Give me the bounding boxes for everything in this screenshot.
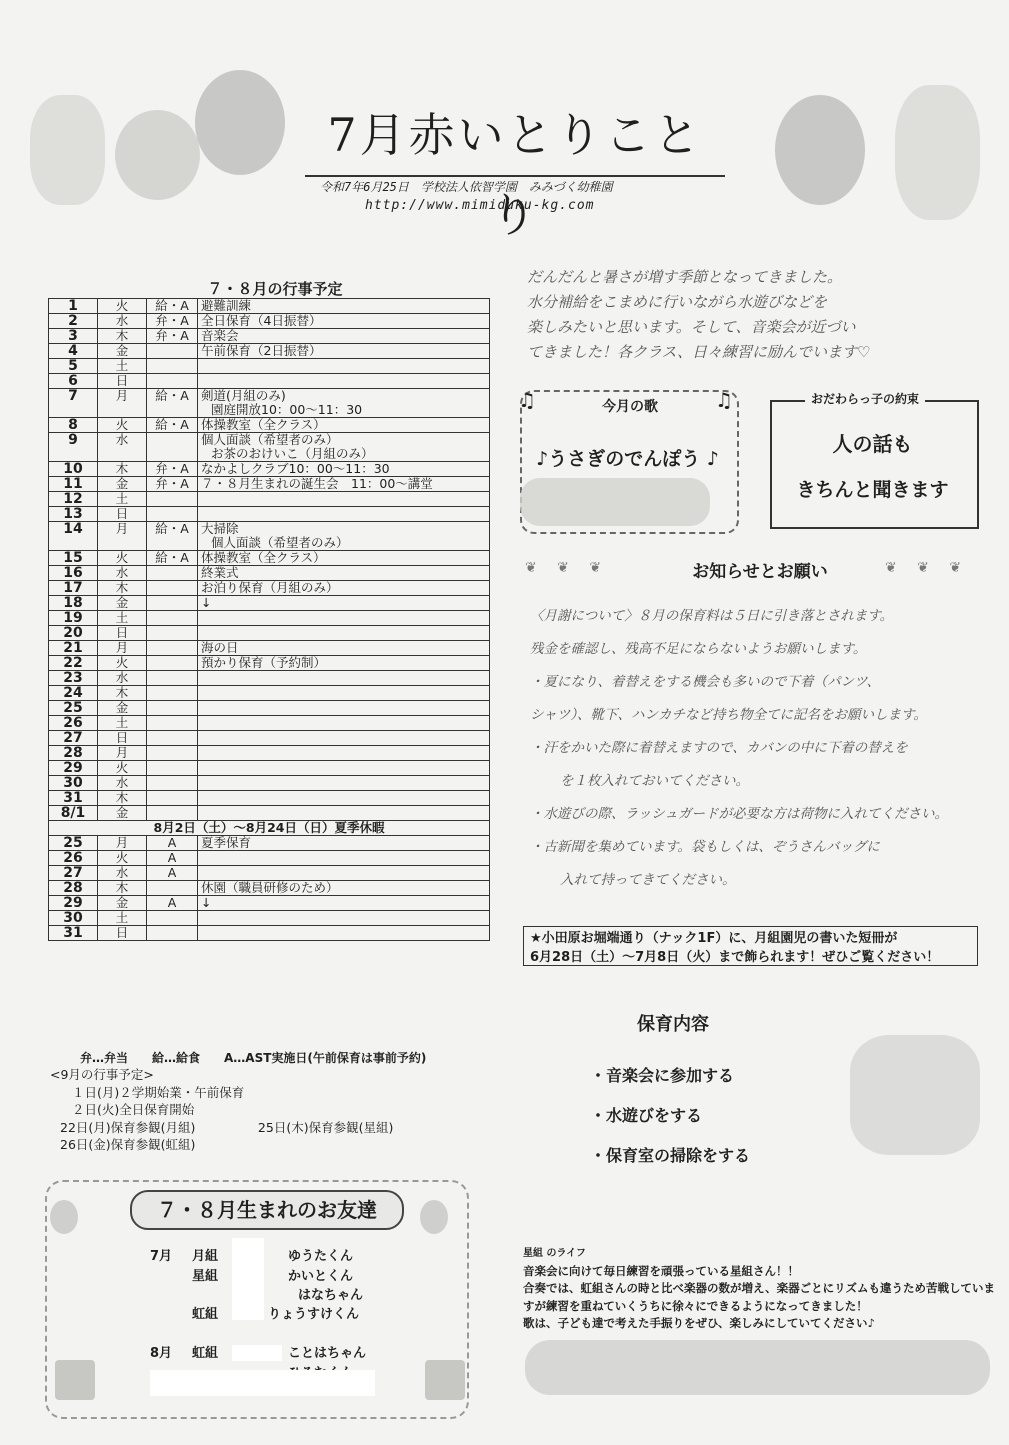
intro-line: 水分補給をこまめに行いながら水遊びなどを xyxy=(527,293,828,311)
schedule-event-cell xyxy=(198,507,490,522)
schedule-event-cell xyxy=(198,791,490,806)
schedule-weekday: 火 xyxy=(98,418,147,433)
schedule-date: 31 xyxy=(49,791,98,806)
schedule-date: 19 xyxy=(49,611,98,626)
schedule-row xyxy=(49,389,490,418)
schedule-weekday: 月 xyxy=(98,746,147,761)
schedule-meal xyxy=(147,641,198,656)
schedule-weekday: 水 xyxy=(98,314,147,329)
schedule-legend: 弁…弁当 給…給食 A…AST実施日(午前保育は事前予約) xyxy=(80,1051,427,1065)
birthday-name: ゆうたくん xyxy=(288,1249,354,1264)
schedule-meal xyxy=(147,359,198,374)
schedule-row xyxy=(49,791,490,806)
schedule-meal: 給・A xyxy=(147,551,198,566)
promise-line: 人の話も xyxy=(832,432,913,456)
schedule-date: 12 xyxy=(49,492,98,507)
care-item: ・水遊びをする xyxy=(590,1106,703,1125)
schedule-weekday: 火 xyxy=(98,551,147,566)
schedule-meal: A xyxy=(147,851,198,866)
schedule-meal xyxy=(147,671,198,686)
schedule-date: 25 xyxy=(49,701,98,716)
schedule-event-cell xyxy=(198,611,490,626)
schedule-date: 21 xyxy=(49,641,98,656)
schedule-meal: 弁・A xyxy=(147,462,198,477)
schedule-weekday: 金 xyxy=(98,596,147,611)
schedule-weekday: 土 xyxy=(98,359,147,374)
notice-line: ・水遊びの際、ラッシュガードが必要な方は荷物に入れてください。 xyxy=(530,806,948,822)
schedule-weekday: 火 xyxy=(98,761,147,776)
promise-heading: おだわらっ子の約束 xyxy=(805,390,925,407)
schedule-weekday: 水 xyxy=(98,671,147,686)
schedule-weekday: 金 xyxy=(98,477,147,492)
schedule-weekday: 火 xyxy=(98,299,147,314)
schedule-meal: A xyxy=(147,896,198,911)
schedule-meal xyxy=(147,596,198,611)
schedule-event-cell xyxy=(198,566,490,581)
notice-text xyxy=(530,600,990,897)
schedule-row xyxy=(49,716,490,731)
class-life-section xyxy=(523,1245,993,1333)
schedule-meal xyxy=(147,611,198,626)
bunny-illustration-right xyxy=(895,85,980,220)
schedule-meal xyxy=(147,761,198,776)
schedule-date: 1 xyxy=(49,299,98,314)
redaction-block xyxy=(150,1370,375,1396)
life-line: 合奏では、虹組さんの時と比べ楽器の数が増え、楽器ごとにリズムも違うため苦戦していま xyxy=(523,1281,995,1295)
intro-line: だんだんと暑さが増す季節となってきました。 xyxy=(527,268,843,286)
schedule-event: 園庭開放10：00～11：30 xyxy=(211,402,363,417)
schedule-date: 24 xyxy=(49,686,98,701)
schedule-weekday: 土 xyxy=(98,611,147,626)
life-line: すが練習を重ねていくうちに徐々にできるようになってきました！ xyxy=(523,1298,868,1313)
schedule-meal xyxy=(147,731,198,746)
schedule-event-cell xyxy=(198,896,490,911)
schedule-meal xyxy=(147,433,198,462)
schedule-event-cell xyxy=(198,881,490,896)
schedule-row xyxy=(49,299,490,314)
schedule-row xyxy=(49,731,490,746)
schedule-meal: A xyxy=(147,836,198,851)
schedule-row xyxy=(49,344,490,359)
schedule-event-cell xyxy=(198,433,490,462)
schedule-event-cell xyxy=(198,641,490,656)
schedule-date: 14 xyxy=(49,522,98,551)
september-line: １日(月)２学期始業・午前保育 xyxy=(72,1084,245,1100)
schedule-event-cell xyxy=(198,329,490,344)
birthday-name: ことはちゃん xyxy=(288,1346,367,1361)
schedule-event: 体操教室（全クラス） xyxy=(201,550,326,565)
schedule-event-cell xyxy=(198,344,490,359)
schedule-event: 避難訓練 xyxy=(201,298,252,313)
schedule-event-cell xyxy=(198,851,490,866)
schedule-date: 30 xyxy=(49,776,98,791)
schedule-row xyxy=(49,477,490,492)
schedule-row xyxy=(49,761,490,776)
bear-illustration-right xyxy=(775,95,865,205)
schedule-event-cell xyxy=(198,359,490,374)
schedule-weekday: 木 xyxy=(98,686,147,701)
schedule-weekday: 木 xyxy=(98,581,147,596)
schedule-weekday: 土 xyxy=(98,911,147,926)
schedule-event: 休園（職員研修のため） xyxy=(201,880,339,895)
schedule-row xyxy=(49,433,490,462)
schedule-event-cell xyxy=(198,522,490,551)
schedule-row xyxy=(49,551,490,566)
notice-line: 〈月謝について〉８月の保育料は５日に引き落とされます。 xyxy=(530,608,894,624)
schedule-row xyxy=(49,746,490,761)
schedule-event: 大掃除 xyxy=(201,521,239,536)
schedule-meal: 弁・A xyxy=(147,477,198,492)
banner-line: ★小田原お堀端通り（ナック1F）に、月組園児の書いた短冊が xyxy=(530,931,898,946)
notice-line: ・古新聞を集めています。袋もしくは、ぞうさんバッグに xyxy=(530,839,880,855)
website-url[interactable]: http://www.mimiduku-kg.com xyxy=(365,198,595,213)
schedule-title: ７・８月の行事予定 xyxy=(207,280,343,298)
schedule-event-cell xyxy=(198,314,490,329)
schedule-event: お泊り保育（月組のみ） xyxy=(201,580,339,595)
intro-line: 楽しみたいと思います。そして、音楽会が近づい xyxy=(527,318,856,336)
schedule-date: 29 xyxy=(49,761,98,776)
schedule-event-cell xyxy=(198,581,490,596)
schedule-weekday: 日 xyxy=(98,731,147,746)
schedule-row xyxy=(49,896,490,911)
notice-title: お知らせとお願い xyxy=(692,562,828,582)
balloon-icon xyxy=(420,1200,448,1234)
schedule-date: 15 xyxy=(49,551,98,566)
schedule-event-cell xyxy=(198,746,490,761)
schedule-event: 午前保育（2日振替） xyxy=(201,343,322,358)
schedule-date: 25 xyxy=(49,836,98,851)
schedule-date: 10 xyxy=(49,462,98,477)
schedule-date: 5 xyxy=(49,359,98,374)
schedule-meal xyxy=(147,776,198,791)
care-item: ・音楽会に参加する xyxy=(590,1066,735,1085)
schedule-event-cell xyxy=(198,299,490,314)
notice-line: を１枚入れておいてください。 xyxy=(560,773,749,789)
birthday-name: かいとくん xyxy=(288,1269,354,1284)
schedule-weekday: 土 xyxy=(98,492,147,507)
schedule-row xyxy=(49,866,490,881)
schedule-event: お茶のおけいこ（月組のみ） xyxy=(211,446,374,461)
schedule-row xyxy=(49,836,490,851)
redaction-block xyxy=(232,1238,264,1320)
schedule-event-cell xyxy=(198,418,490,433)
schedule-weekday: 水 xyxy=(98,566,147,581)
schedule-weekday: 月 xyxy=(98,522,147,551)
schedule-event-cell xyxy=(198,716,490,731)
schedule-meal xyxy=(147,374,198,389)
schedule-date: 2 xyxy=(49,314,98,329)
gift-icon xyxy=(55,1360,95,1400)
music-note-icon: ♫ xyxy=(715,388,733,412)
schedule-date: 27 xyxy=(49,731,98,746)
schedule-event-cell xyxy=(198,626,490,641)
promise-box xyxy=(770,400,979,529)
schedule-row xyxy=(49,581,490,596)
redaction-block xyxy=(232,1345,282,1361)
schedule-weekday: 金 xyxy=(98,344,147,359)
schedule-row xyxy=(49,507,490,522)
schedule-row xyxy=(49,671,490,686)
vacation-label: 8月2日（土）～8月24日（日）夏季休暇 xyxy=(49,821,490,836)
schedule-meal xyxy=(147,911,198,926)
children-singing-illustration xyxy=(520,478,710,526)
schedule-weekday: 金 xyxy=(98,896,147,911)
schedule-meal: 弁・A xyxy=(147,329,198,344)
schedule-row xyxy=(49,359,490,374)
schedule-row xyxy=(49,329,490,344)
schedule-row xyxy=(49,701,490,716)
birthday-class: 虹組 xyxy=(192,1346,219,1361)
schedule-event: 音楽会 xyxy=(201,328,239,343)
schedule-event-cell xyxy=(198,761,490,776)
birthday-name: はなちゃん xyxy=(298,1288,364,1303)
schedule-weekday: 土 xyxy=(98,716,147,731)
schedule-meal xyxy=(147,581,198,596)
schedule-row xyxy=(49,418,490,433)
schedule-weekday: 火 xyxy=(98,656,147,671)
care-item: ・保育室の掃除をする xyxy=(590,1146,751,1165)
schedule-meal xyxy=(147,492,198,507)
intro-line: てきました！各クラス、日々練習に励んでいます♡ xyxy=(527,343,871,361)
schedule-event-cell xyxy=(198,374,490,389)
animal-parade-illustration xyxy=(525,1340,990,1395)
schedule-weekday: 金 xyxy=(98,701,147,716)
schedule-event-cell xyxy=(198,596,490,611)
schedule-row xyxy=(49,776,490,791)
schedule-meal: 給・A xyxy=(147,522,198,551)
schedule-event-cell xyxy=(198,492,490,507)
schedule-meal xyxy=(147,507,198,522)
schedule-event: 全日保育（4日振替） xyxy=(201,313,322,328)
schedule-date: 20 xyxy=(49,626,98,641)
balloon-icon xyxy=(50,1200,78,1234)
schedule-row xyxy=(49,641,490,656)
schedule-date: 26 xyxy=(49,716,98,731)
song-title: ♪うさぎのでんぽう ♪ xyxy=(536,448,719,470)
schedule-row xyxy=(49,374,490,389)
life-heading: 星組 のライフ xyxy=(523,1248,586,1259)
music-note-icon: ♫ xyxy=(518,388,536,412)
schedule-weekday: 木 xyxy=(98,881,147,896)
schedule-event-cell xyxy=(198,866,490,881)
schedule-weekday: 日 xyxy=(98,626,147,641)
schedule-meal xyxy=(147,566,198,581)
schedule-meal xyxy=(147,716,198,731)
schedule-weekday: 月 xyxy=(98,836,147,851)
bear-illustration-left xyxy=(195,70,285,175)
schedule-row xyxy=(49,911,490,926)
schedule-weekday: 水 xyxy=(98,776,147,791)
bunny-illustration-left xyxy=(30,95,105,205)
schedule-row xyxy=(49,611,490,626)
schedule-weekday: 木 xyxy=(98,329,147,344)
schedule-meal xyxy=(147,701,198,716)
schedule-weekday: 水 xyxy=(98,866,147,881)
september-line: ２日(火)全日保育開始 xyxy=(72,1102,195,1117)
schedule-meal xyxy=(147,926,198,941)
banner-line: 6月28日（土）～7月8日（火）まで飾られます！ぜひご覧ください！ xyxy=(530,950,940,965)
schedule-row xyxy=(49,656,490,671)
schedule-event-cell xyxy=(198,686,490,701)
birthday-title: ７・８月生まれのお友達 xyxy=(130,1190,404,1230)
schedule-row xyxy=(49,522,490,551)
schedule-date: 9 xyxy=(49,433,98,462)
schedule-weekday: 水 xyxy=(98,433,147,462)
mushroom-illustration xyxy=(115,110,200,200)
song-heading: 今月の歌 xyxy=(602,399,658,415)
schedule-row xyxy=(49,314,490,329)
schedule-date: 3 xyxy=(49,329,98,344)
birthday-name: りょうすけくん xyxy=(268,1307,360,1322)
schedule-date: 7 xyxy=(49,389,98,418)
schedule-event-cell xyxy=(198,836,490,851)
schedule-weekday: 木 xyxy=(98,462,147,477)
schedule-meal: A xyxy=(147,866,198,881)
schedule-date: 8/1 xyxy=(49,806,98,821)
schedule-meal xyxy=(147,881,198,896)
schedule-event: なかよしクラブ10：00～11：30 xyxy=(201,461,390,476)
intro-text xyxy=(527,265,997,365)
leaf-divider-icon: ❦ ❦ ❦ xyxy=(525,560,610,576)
schedule-event-cell xyxy=(198,731,490,746)
september-schedule xyxy=(50,1066,490,1154)
schedule-event-cell xyxy=(198,776,490,791)
schedule-date: 18 xyxy=(49,596,98,611)
schedule-row xyxy=(49,626,490,641)
schedule-weekday: 火 xyxy=(98,851,147,866)
gift-icon xyxy=(425,1360,465,1400)
schedule-meal xyxy=(147,656,198,671)
schedule-meal xyxy=(147,344,198,359)
schedule-weekday: 木 xyxy=(98,791,147,806)
schedule-date: 16 xyxy=(49,566,98,581)
birthday-class: 月組 xyxy=(192,1249,219,1264)
schedule-row xyxy=(49,881,490,896)
schedule-date: 4 xyxy=(49,344,98,359)
schedule-event: 体操教室（全クラス） xyxy=(201,417,326,432)
schedule-event: 夏季保育 xyxy=(201,835,252,850)
leaf-divider-icon: ❦ ❦ ❦ xyxy=(885,560,970,576)
schedule-date: 27 xyxy=(49,866,98,881)
schedule-date: 6 xyxy=(49,374,98,389)
palm-tree-illustration xyxy=(850,1035,980,1155)
newsletter-title: 7月赤いとりことり xyxy=(305,95,725,177)
schedule-row xyxy=(49,462,490,477)
schedule-event-cell xyxy=(198,389,490,418)
schedule-row xyxy=(49,806,490,821)
schedule-date: 23 xyxy=(49,671,98,686)
schedule-event-cell xyxy=(198,671,490,686)
schedule-event-cell xyxy=(198,462,490,477)
schedule-event-cell xyxy=(198,926,490,941)
notice-line: シャツ）、靴下、ハンカチなど持ち物全てに記名をお願いします。 xyxy=(530,707,927,723)
schedule-meal: 給・A xyxy=(147,418,198,433)
care-title: 保育内容 xyxy=(637,1014,709,1035)
life-line: 音楽会に向けて毎日練習を頑張っている星組さん！！ xyxy=(523,1263,799,1278)
schedule-event: 海の日 xyxy=(201,640,239,655)
promise-line: きちんと聞きます xyxy=(796,479,949,501)
schedule-date: 31 xyxy=(49,926,98,941)
schedule-event: ↓ xyxy=(201,895,212,910)
schedule-meal xyxy=(147,746,198,761)
schedule-date: 22 xyxy=(49,656,98,671)
schedule-date: 28 xyxy=(49,746,98,761)
schedule-weekday: 日 xyxy=(98,374,147,389)
schedule-date: 26 xyxy=(49,851,98,866)
vacation-row xyxy=(49,821,490,836)
schedule-date: 13 xyxy=(49,507,98,522)
schedule-meal xyxy=(147,791,198,806)
schedule-date: 8 xyxy=(49,418,98,433)
schedule-event-cell xyxy=(198,701,490,716)
schedule-weekday: 月 xyxy=(98,641,147,656)
schedule-meal: 給・A xyxy=(147,389,198,418)
notice-line: ・夏になり、着替えをする機会も多いので下着（パンツ、 xyxy=(530,674,881,690)
schedule-weekday: 日 xyxy=(98,507,147,522)
schedule-date: 30 xyxy=(49,911,98,926)
schedule-meal: 弁・A xyxy=(147,314,198,329)
schedule-weekday: 金 xyxy=(98,806,147,821)
schedule-meal: 給・A xyxy=(147,299,198,314)
schedule-event: 預かり保育（予約制） xyxy=(201,655,327,670)
schedule-weekday: 日 xyxy=(98,926,147,941)
schedule-meal xyxy=(147,686,198,701)
schedule-row xyxy=(49,596,490,611)
schedule-event-cell xyxy=(198,477,490,492)
schedule-weekday: 月 xyxy=(98,389,147,418)
schedule-date: 28 xyxy=(49,881,98,896)
schedule-row xyxy=(49,926,490,941)
september-line: 26日(金)保育参観(虹組) xyxy=(60,1137,196,1152)
schedule-date: 11 xyxy=(49,477,98,492)
notice-line: 入れて持ってきてください。 xyxy=(560,872,736,888)
publication-info: 令和7年6月25日 学校法人依智学園 みみづく幼稚園 xyxy=(320,180,613,194)
schedule-event: 個人面談（希望者のみ） xyxy=(201,432,339,447)
schedule-row xyxy=(49,686,490,701)
birthday-class: 星組 xyxy=(192,1269,219,1284)
september-title: <9月の行事予定> xyxy=(50,1067,154,1082)
schedule-event-cell xyxy=(198,656,490,671)
schedule-table xyxy=(48,298,490,941)
schedule-event: ↓ xyxy=(201,595,212,610)
schedule-row xyxy=(49,851,490,866)
schedule-row xyxy=(49,492,490,507)
schedule-event-cell xyxy=(198,806,490,821)
schedule-event: 終業式 xyxy=(201,565,239,580)
birthday-month: 8月 xyxy=(150,1346,173,1361)
schedule-meal xyxy=(147,806,198,821)
schedule-event-cell xyxy=(198,911,490,926)
schedule-date: 29 xyxy=(49,896,98,911)
life-line: 歌は、子ども達で考えた手振りをぜひ、楽しみにしていてください♪ xyxy=(523,1316,875,1330)
schedule-meal xyxy=(147,626,198,641)
birthday-month: 7月 xyxy=(150,1249,173,1264)
schedule-event-cell xyxy=(198,551,490,566)
schedule-event: 個人面談（希望者のみ） xyxy=(211,535,349,550)
schedule-row xyxy=(49,566,490,581)
schedule-event: 剣道(月組のみ) xyxy=(201,388,286,403)
schedule-event: ７・８月生まれの誕生会 11：00～講堂 xyxy=(201,476,433,491)
tanzaku-banner xyxy=(523,926,978,966)
september-line: 22日(月)保育参観(月組) 25日(木)保育参観(星組) xyxy=(60,1119,394,1135)
schedule-date: 17 xyxy=(49,581,98,596)
notice-line: ・汗をかいた際に着替えますので、カバンの中に下着の替えを xyxy=(530,740,908,756)
notice-line: 残金を確認し、残高不足にならないようお願いします。 xyxy=(530,641,867,657)
birthday-class: 虹組 xyxy=(192,1307,219,1322)
